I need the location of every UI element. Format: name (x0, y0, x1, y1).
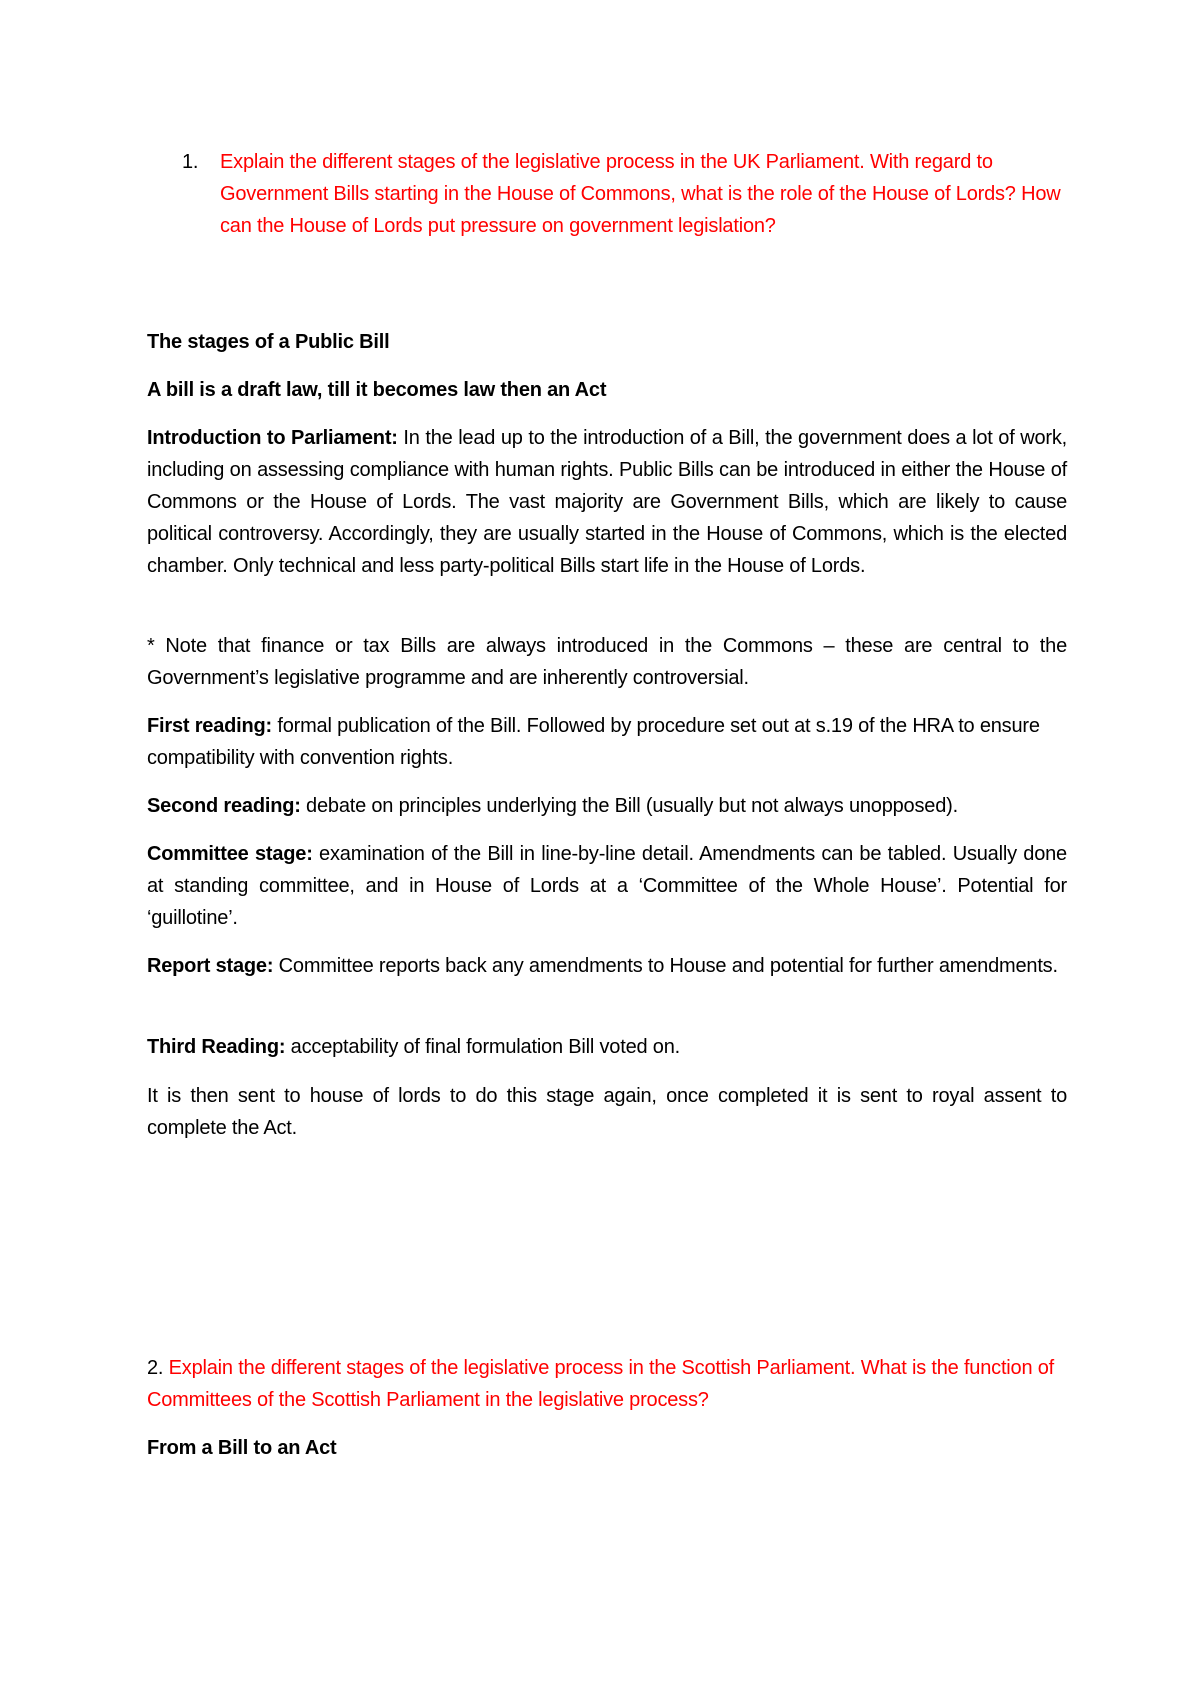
committee-stage-text: examination of the Bill in line-by-line detail. Amendments can be tabled. Usually done at standing committee, and in House of Lords at a ‘Committee of the Whole House’. Potential for ‘guillotine’. (147, 843, 1067, 929)
committee-stage-label: Committee stage: (147, 843, 313, 865)
question-2-number: 2. (147, 1357, 164, 1379)
report-stage-label: Report stage: (147, 955, 274, 977)
heading-stages-of-public-bill: The stages of a Public Bill (147, 331, 390, 353)
question-1 (182, 146, 1082, 242)
paragraph-royal-assent: It is then sent to house of lords to do this stage again, once completed it is sent to royal assent to complete the Act. (147, 1085, 1067, 1139)
paragraph-note: * Note that finance or tax Bills are always introduced in the Commons – these are central to the Government’s legislative programme and are inherently controversial. (147, 635, 1067, 689)
second-reading-label: Second reading: (147, 795, 301, 817)
introduction-text: In the lead up to the introduction of a Bill, the government does a lot of work, including on assessing compliance with human rights. Public Bills can be introduced in either the House of Commons or the House of Lords. The vast majority are Government Bills, which are likely to cause political controversy. Accordingly, they are usually started in the House of Commons, which is the elected chamber. Only technical and less party-political Bills start life in the House of Lords. (147, 427, 1067, 577)
paragraph-report-stage (147, 950, 1067, 982)
introduction-label: Introduction to Parliament: (147, 427, 398, 449)
question-1-text: Explain the different stages of the legislative process in the UK Parliament. With regard to Government Bills starting in the House of Commons, what is the role of the House of Lords? How can the House of Lords put pressure on government legislation? (220, 151, 1061, 237)
paragraph-first-reading (147, 710, 1067, 774)
heading-draft-law: A bill is a draft law, till it becomes law then an Act (147, 379, 607, 401)
second-reading-text: debate on principles underlying the Bill (usually but not always unopposed). (300, 795, 958, 817)
heading-bill-to-act: From a Bill to an Act (147, 1437, 337, 1459)
report-stage-text: Committee reports back any amendments to House and potential for further amendments. (273, 955, 1058, 977)
question-2 (147, 1352, 1067, 1416)
question-1-number: 1. (182, 151, 199, 173)
paragraph-introduction (147, 422, 1067, 582)
first-reading-text: formal publication of the Bill. Followed by procedure set out at s.19 of the HRA to ensure compatibility with convention rights. (147, 715, 1040, 769)
paragraph-second-reading (147, 790, 1067, 822)
question-2-text: Explain the different stages of the legislative process in the Scottish Parliament. What is the function of Committees of the Scottish Parliament in the legislative process? (147, 1357, 1055, 1411)
third-reading-label: Third Reading: (147, 1036, 286, 1058)
third-reading-text: acceptability of final formulation Bill voted on. (285, 1036, 680, 1058)
paragraph-third-reading (147, 1031, 1067, 1063)
first-reading-label: First reading: (147, 715, 272, 737)
paragraph-committee-stage (147, 838, 1067, 934)
